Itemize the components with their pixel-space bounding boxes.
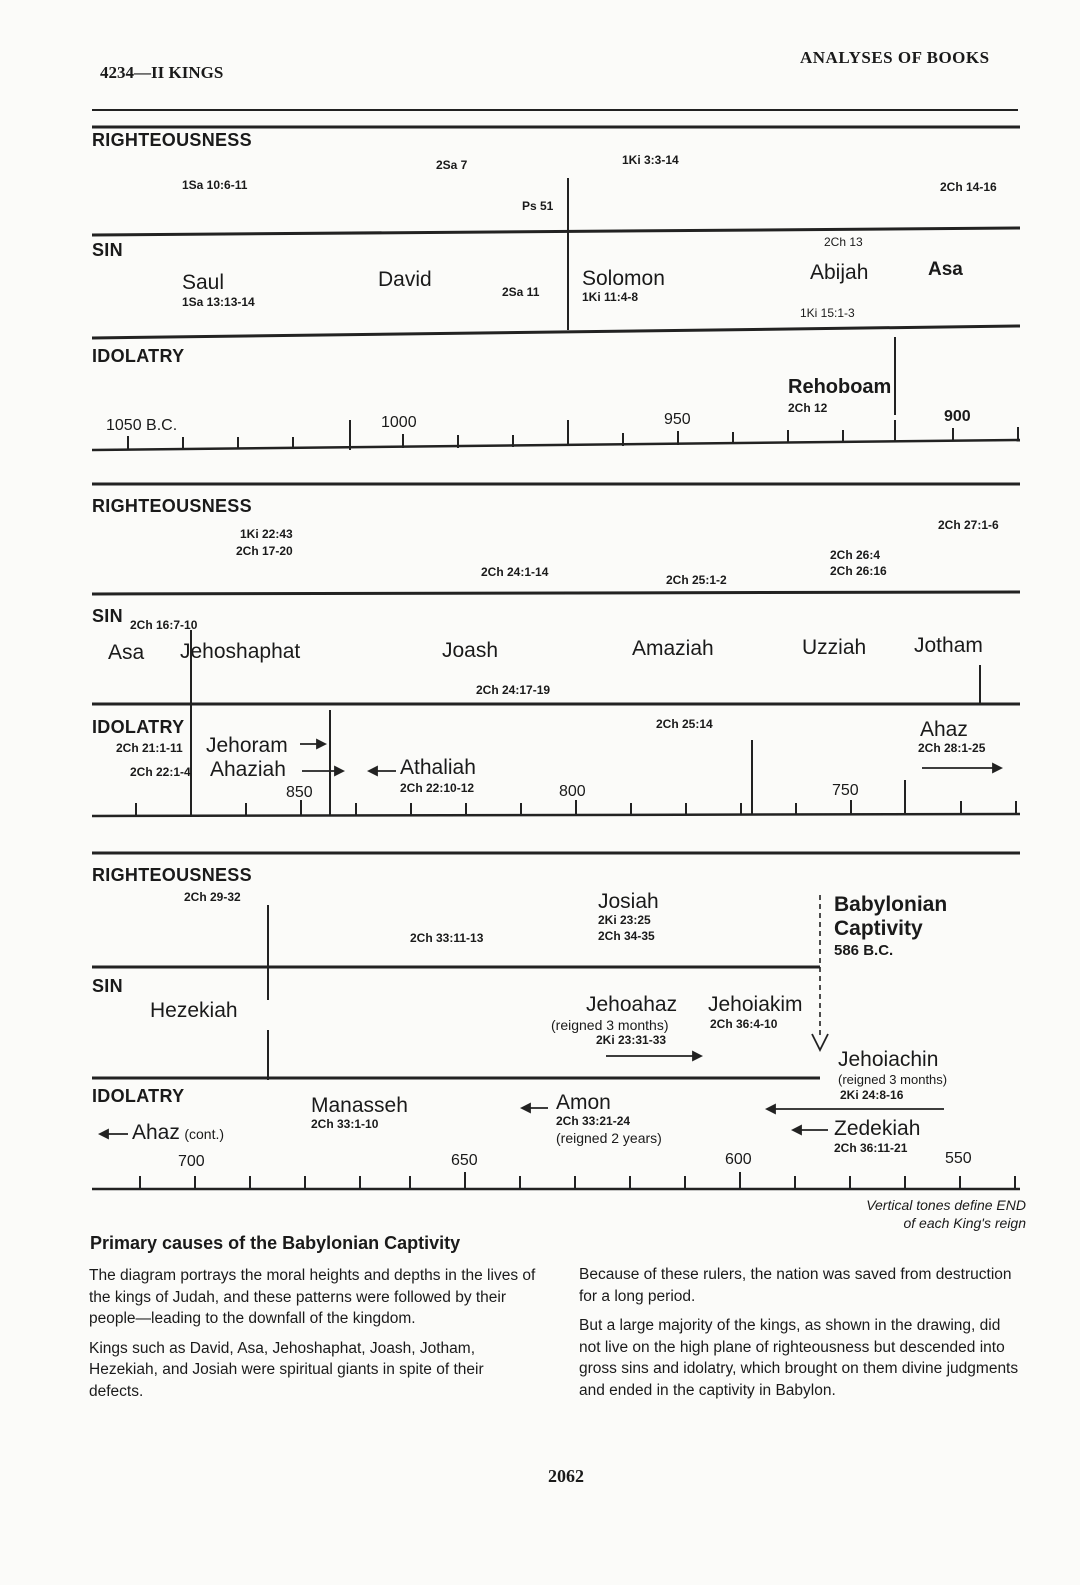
p2-label-sin: SIN	[92, 606, 123, 626]
p3-ref-2ch-36-11: 2Ch 36:11-21	[834, 1141, 908, 1155]
p2-king-asa: Asa	[108, 641, 145, 664]
p2-ref-2ch-25-14: 2Ch 25:14	[656, 717, 713, 731]
p3-king-zedekiah: Zedekiah	[834, 1117, 921, 1140]
p3-ref-2ch-36-4: 2Ch 36:4-10	[710, 1017, 778, 1031]
p2-ref-2ch-16: 2Ch 16:7-10	[130, 618, 198, 632]
section-heading: Primary causes of the Babylonian Captivity	[90, 1233, 461, 1253]
p2-ref-2ch-27: 2Ch 27:1-6	[938, 518, 999, 532]
p3-legend	[846, 1196, 1026, 1232]
p2-king-ahaz: Ahaz	[920, 718, 968, 741]
p2-ref-2ch-26-16: 2Ch 26:16	[830, 564, 887, 578]
p2-king-joash: Joash	[442, 639, 499, 662]
p3-ref-2ki-23-31: 2Ki 23:31-33	[596, 1033, 667, 1047]
p3-label-righteousness: RIGHTEOUSNESS	[92, 865, 252, 885]
p2-king-jehoram: Jehoram	[206, 734, 288, 757]
p2-ref-2ch-21: 2Ch 21:1-11	[116, 741, 183, 755]
p1-label-righteousness: RIGHTEOUSNESS	[92, 130, 252, 150]
p1-ref-1ki-11: 1Ki 11:4-8	[582, 290, 639, 304]
p2-ref-2ch-25-1: 2Ch 25:1-2	[666, 573, 727, 587]
p2-year-750: 750	[832, 782, 859, 799]
p2-ref-2ch-17: 2Ch 17-20	[236, 544, 293, 558]
p1-ref-1sa-10: 1Sa 10:6-11	[182, 178, 248, 192]
p3-captivity-line2: Captivity	[834, 917, 923, 940]
p2-ref-2ch-26-4: 2Ch 26:4	[830, 548, 881, 562]
p1-label-sin: SIN	[92, 240, 123, 260]
p1-ref-ps-51: Ps 51	[522, 199, 554, 213]
p3-label-sin: SIN	[92, 976, 123, 996]
p3-king-jehoiachin: Jehoiachin	[838, 1048, 939, 1071]
p3-captivity-date: 586 B.C.	[834, 942, 894, 959]
p3-captivity-line1: Babylonian	[834, 893, 948, 916]
p3-jehoiachin-reign: (reigned 3 months)	[838, 1072, 948, 1087]
p2-ref-1ki-22: 1Ki 22:43	[240, 527, 293, 541]
p3-year-600: 600	[725, 1151, 752, 1168]
left-paragraph-1: The diagram portrays the moral heights and depths in the lives of the kings of Judah, and these patterns were followed by their people—leading to the downfall of the kingdom.	[89, 1267, 536, 1327]
p1-king-saul: Saul	[182, 271, 225, 294]
p2-year-850: 850	[286, 784, 313, 801]
p3-king-amon: Amon	[556, 1091, 611, 1114]
p1-king-david: David	[378, 268, 432, 291]
p2-ref-2ch-22-10: 2Ch 22:10-12	[400, 781, 475, 795]
running-header-right: ANALYSES OF BOOKS	[800, 48, 990, 67]
p1-ref-2ch-13: 2Ch 13	[824, 235, 863, 249]
p1-king-asa: Asa	[928, 259, 963, 280]
p3-ref-2ki-24: 2Ki 24:8-16	[840, 1088, 904, 1102]
p3-ref-2ch-29: 2Ch 29-32	[184, 890, 241, 904]
p3-label-idolatry: IDOLATRY	[92, 1086, 185, 1106]
p1-ref-2sa-11: 2Sa 11	[502, 285, 540, 299]
p3-ref-2ki-23-25: 2Ki 23:25	[598, 913, 651, 927]
left-paragraph-2: Kings such as David, Asa, Jehoshaphat, Joash, Jotham, Hezekiah, and Josiah were spiritual giants in spite of their defects.	[89, 1339, 484, 1400]
p1-year-950: 950	[664, 411, 691, 428]
right-paragraph-1: Because of these rulers, the nation was saved from destruction for a long period.	[579, 1266, 1012, 1305]
p2-king-uzziah: Uzziah	[802, 636, 867, 659]
p2-ref-2ch-22-1: 2Ch 22:1-4	[130, 765, 191, 779]
left-column	[89, 1265, 539, 1410]
p2-king-jehoshaphat: Jehoshaphat	[180, 640, 301, 663]
p2-king-amaziah: Amaziah	[632, 637, 714, 660]
p1-ref-2ch-14: 2Ch 14-16	[940, 180, 997, 194]
p3-year-700: 700	[178, 1153, 205, 1170]
running-header-left: 4234—II KINGS	[100, 63, 224, 82]
p1-ref-1sa-13: 1Sa 13:13-14	[182, 295, 255, 309]
page-number: 2062	[548, 1466, 584, 1486]
p1-year-900: 900	[944, 408, 971, 425]
p2-king-ahaziah: Ahaziah	[210, 758, 286, 781]
p3-jehoahaz-reign: (reigned 3 months)	[551, 1017, 669, 1033]
right-column	[579, 1264, 1019, 1409]
p3-ahaz-cont	[132, 1121, 224, 1145]
p3-year-550: 550	[945, 1150, 972, 1167]
p3-king-manasseh: Manasseh	[311, 1094, 408, 1117]
p1-ref-2sa-7: 2Sa 7	[436, 158, 468, 172]
p1-year-1050: 1050 B.C.	[106, 417, 178, 434]
p1-ref-1ki-3: 1Ki 3:3-14	[622, 153, 679, 167]
p3-ahaz-cont-note: (cont.)	[184, 1126, 225, 1142]
p3-king-ahaz: Ahaz	[132, 1121, 180, 1144]
p3-amon-reign: (reigned 2 years)	[556, 1130, 662, 1146]
p1-label-idolatry: IDOLATRY	[92, 346, 185, 366]
p3-legend-line2: of each King's reign	[903, 1215, 1026, 1231]
p2-ref-2ch-24-17: 2Ch 24:17-19	[476, 683, 551, 697]
p3-ref-2ch-34: 2Ch 34-35	[598, 929, 655, 943]
p1-king-abijah: Abijah	[810, 261, 869, 284]
p2-label-idolatry: IDOLATRY	[92, 717, 185, 737]
p2-ref-2ch-24-1: 2Ch 24:1-14	[481, 565, 549, 579]
right-paragraph-2: But a large majority of the kings, as shown in the drawing, did not live on the high plane of righteousness but descended into gross sins and idolatry, which brought on them divine judgments and ended in the captivity in Babylon.	[579, 1317, 1019, 1399]
p2-king-athaliah: Athaliah	[400, 756, 476, 779]
p3-ref-2ch-33-11: 2Ch 33:11-13	[410, 931, 484, 945]
p1-ref-1ki-15: 1Ki 15:1-3	[800, 306, 855, 320]
p3-legend-line1: Vertical tones define END	[866, 1197, 1026, 1213]
p1-king-solomon: Solomon	[582, 267, 665, 290]
p3-king-josiah: Josiah	[598, 890, 659, 913]
p1-year-1000: 1000	[381, 414, 417, 431]
p3-babylonian-captivity	[834, 893, 947, 961]
p3-ref-2ch-33-21: 2Ch 33:21-24	[556, 1114, 631, 1128]
p2-year-800: 800	[559, 783, 586, 800]
p3-king-hezekiah: Hezekiah	[150, 999, 238, 1022]
p3-king-jehoahaz: Jehoahaz	[586, 993, 678, 1016]
p3-year-650: 650	[451, 1152, 478, 1169]
p1-king-rehoboam: Rehoboam	[788, 376, 892, 398]
p2-king-jotham: Jotham	[914, 634, 983, 657]
p2-ref-2ch-28: 2Ch 28:1-25	[918, 741, 986, 755]
p2-label-righteousness: RIGHTEOUSNESS	[92, 496, 252, 516]
p3-king-jehoiakim: Jehoiakim	[708, 993, 803, 1016]
p1-ref-2ch-12: 2Ch 12	[788, 401, 828, 415]
p3-ref-2ch-33-1: 2Ch 33:1-10	[311, 1117, 379, 1131]
